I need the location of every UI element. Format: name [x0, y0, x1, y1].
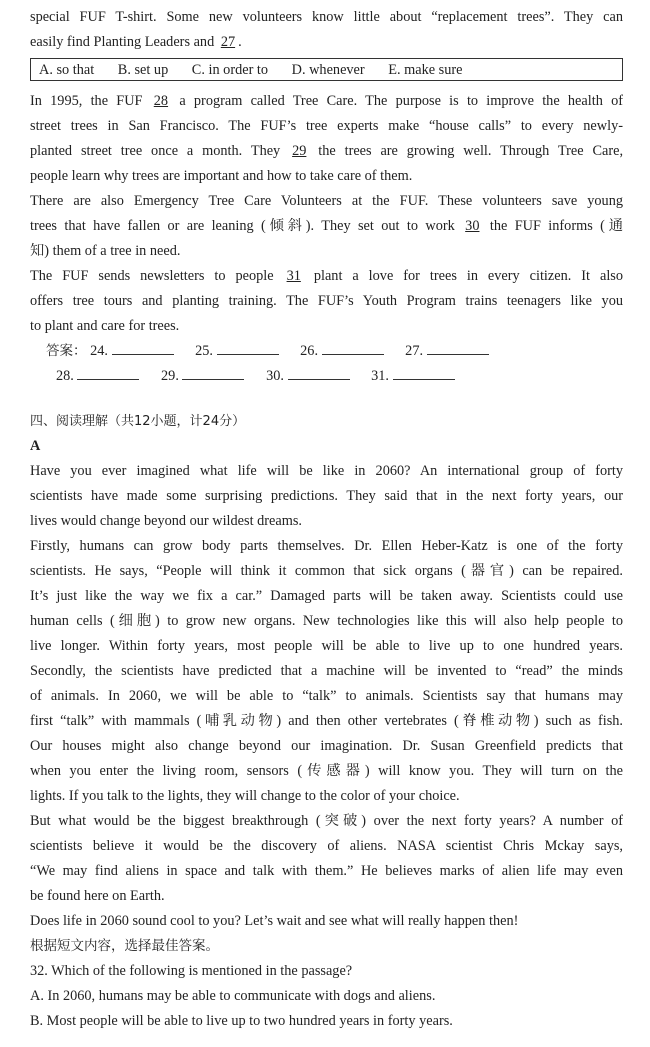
text-fragment: trees that have fallen or are leaning (倾斜). They set out to work: [30, 218, 455, 234]
question-option[interactable]: A. In 2060, humans may be able to communicate with dogs and aliens.: [30, 988, 436, 1004]
blank-29: 29: [292, 143, 307, 159]
text-line: There are also Emergency Tree Care Volunteers at the FUF. These volunteers save young: [30, 193, 623, 209]
answer-blank: [77, 365, 139, 380]
question-stem: 32. Which of the following is mentioned in the passage?: [30, 963, 353, 979]
answer-number: 24.: [90, 343, 108, 359]
instruction: 根据短文内容，选择最佳答案。: [30, 938, 219, 954]
passage-line: human cells (细胞) to grow new organs. New technologies like this will also help people to: [30, 613, 623, 629]
text-line: special FUF T-shirt. Some new volunteers know little about “replacement trees”. They can: [30, 9, 623, 25]
text-fragment: planted street tree once a month. They: [30, 143, 281, 159]
text-line-blank-30: [30, 214, 623, 239]
text-fragment: easily find Planting Leaders and: [30, 34, 215, 50]
passage-line: be found here on Earth.: [30, 888, 165, 904]
word-bank-option: C. in order to: [191, 62, 269, 78]
answer-blank: [427, 340, 489, 355]
text-fragment: The FUF sends newsletters to people: [30, 268, 274, 284]
passage-line: But what would be the biggest breakthrough (突破) over the next forty years? A number of: [30, 813, 623, 829]
passage-line: scientists believe it would be the discovery of aliens. NASA scientist Chris Mckay says,: [30, 838, 623, 854]
answer-key-row: [30, 364, 623, 389]
passage-line: scientists. He says, “People will think it common that sick organs (器官) can be repaired.: [30, 563, 623, 579]
blank-27: 27: [220, 34, 236, 50]
part-label: A: [30, 438, 41, 454]
text-fragment: the FUF informs (通: [489, 218, 624, 234]
passage-line: Our houses might also change beyond our imagination. Dr. Susan Greenfield predicts that: [30, 738, 623, 754]
word-bank-box: [30, 58, 623, 81]
blank-31: 31: [286, 268, 301, 284]
text-line: offers tree tours and planting training. The FUF’s Youth Program trains teenagers like you: [30, 293, 623, 309]
text-line-blank-28: [30, 89, 623, 114]
text-line-blank-27: [30, 30, 623, 55]
passage-line: Secondly, the scientists have predicted that a machine will be invented to “read” the minds: [30, 663, 623, 679]
text-fragment: the trees are growing well. Through Tree Care,: [318, 143, 624, 159]
text-line: to plant and care for trees.: [30, 318, 180, 334]
passage-line: first “talk” with mammals (哺乳动物) and then other vertebrates (脊椎动物) such as fish.: [30, 713, 623, 729]
text-line-blank-31: [30, 264, 623, 289]
passage-line: live longer. Within forty years, most people will be able to live up to one hundred years.: [30, 638, 623, 654]
passage-line: lights. If you talk to the lights, they will change to the color of your choice.: [30, 788, 460, 804]
text-line: street trees in San Francisco. The FUF’s tree experts make “house calls” to every newly-: [30, 118, 623, 134]
answer-blank: [112, 340, 174, 355]
answer-key-row: [30, 339, 623, 364]
blank-30: 30: [465, 218, 480, 234]
text-line-blank-29: [30, 139, 623, 164]
document-page: [30, 5, 623, 1034]
section-heading: 四、阅读理解（共12小题，计24分）: [30, 414, 246, 429]
text-fragment: .: [238, 34, 242, 50]
blank-28: 28: [153, 93, 169, 109]
answer-blank: [288, 365, 350, 380]
answer-blank: [393, 365, 455, 380]
answer-number: 29.: [161, 368, 179, 384]
passage-line: It’s just like the way we fix a car.” Damaged parts will be taken away. Scientists could use: [30, 588, 623, 604]
answer-number: 31.: [371, 368, 389, 384]
answer-number: 28.: [56, 368, 74, 384]
passage-line: of animals. In 2060, we will be able to “talk” to animals. Scientists say that humans may: [30, 688, 623, 704]
text-line: people learn why trees are important and how to take care of them.: [30, 168, 413, 184]
word-bank-option: D. whenever: [291, 62, 365, 78]
answer-blank: [322, 340, 384, 355]
word-bank-option: E. make sure: [388, 62, 463, 78]
word-bank-option: B. set up: [117, 62, 169, 78]
passage-line: Have you ever imagined what life will be like in 2060? An international group of forty: [30, 463, 623, 479]
question-option[interactable]: B. Most people will be able to live up to two hundred years in forty years.: [30, 1013, 453, 1029]
passage-line: when you enter the living room, sensors (传感器) will know you. They will turn on the: [30, 763, 623, 779]
passage-line: Does life in 2060 sound cool to you? Let’s wait and see what will really happen then!: [30, 913, 519, 929]
passage-line: “We may find aliens in space and talk with them.” He believes marks of alien life may even: [30, 863, 623, 879]
answer-blank: [217, 340, 279, 355]
text-line: 知) them of a tree in need.: [30, 243, 181, 259]
word-bank-option: A. so that: [39, 62, 95, 78]
text-fragment: In 1995, the FUF: [30, 93, 143, 109]
answer-number: 25.: [195, 343, 213, 359]
text-fragment: a program called Tree Care. The purpose is to improve the health of: [179, 93, 623, 109]
passage-line: Firstly, humans can grow body parts themselves. Dr. Ellen Heber-Katz is one of the forty: [30, 538, 623, 554]
text-fragment: plant a love for trees in every citizen. It also: [313, 268, 624, 284]
answer-number: 27.: [405, 343, 424, 359]
answer-number: 30.: [266, 368, 284, 384]
answer-key-label: 答案：: [46, 343, 87, 359]
passage-line: scientists have made some surprising predictions. They said that in the next forty years, our: [30, 488, 623, 504]
answer-number: 26.: [300, 343, 319, 359]
answer-blank: [182, 365, 244, 380]
passage-line: lives would change beyond our wildest dreams.: [30, 513, 302, 529]
